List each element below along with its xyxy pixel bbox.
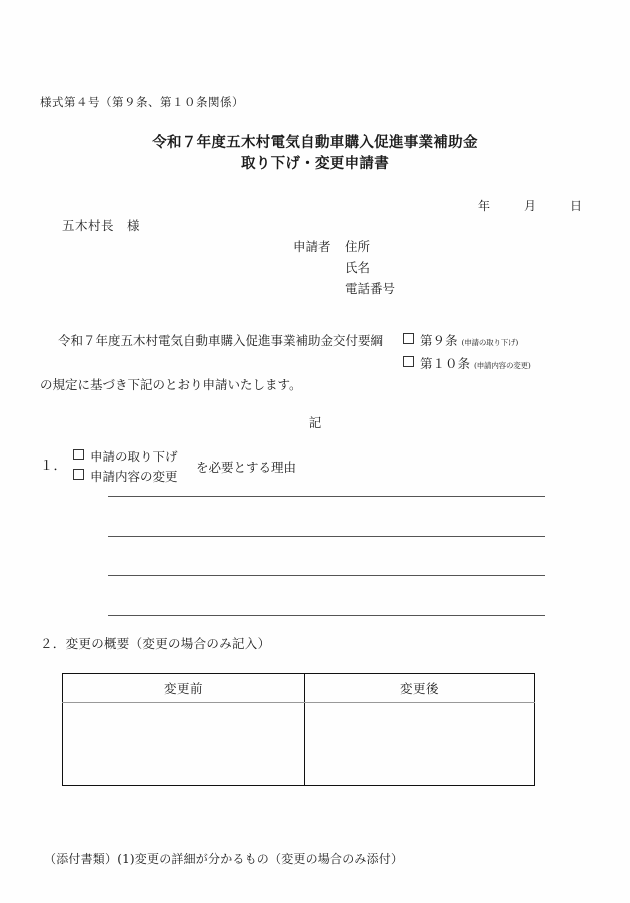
- attachment-note: （添付書類）(1)変更の詳細が分かるもの（変更の場合のみ添付）: [44, 852, 404, 866]
- title-line-1: 令和７年度五木村電気自動車購入促進事業補助金: [152, 135, 478, 151]
- ki-marker: 記: [308, 415, 322, 430]
- applicant-field-address: 住所: [345, 239, 371, 254]
- checkbox-icon[interactable]: [73, 449, 84, 460]
- applicant-row-name: [293, 257, 395, 278]
- table-header-before: 変更前: [63, 674, 305, 703]
- article-label-9: 第９条: [420, 333, 458, 348]
- item-1-option-change[interactable]: [73, 467, 178, 487]
- applicant-field-name: 氏名: [345, 260, 371, 275]
- applicant-field-phone: 電話番号: [345, 281, 396, 296]
- applicant-row-address: [293, 236, 395, 257]
- item-2-heading: ２．変更の概要（変更の場合のみ記入）: [40, 636, 271, 651]
- applicant-block: [293, 236, 395, 299]
- statement-line-2: の規定に基づき下記のとおり申請いたします。: [40, 377, 302, 392]
- writing-rule-line: [108, 615, 545, 616]
- document-title: [0, 133, 630, 175]
- article-option-9[interactable]: [403, 330, 531, 353]
- checkbox-icon[interactable]: [403, 356, 414, 367]
- article-label-10: 第１０条: [420, 356, 471, 371]
- article-option-10[interactable]: [403, 353, 531, 376]
- writing-rule-line: [108, 575, 545, 576]
- date-year-label: 年: [477, 199, 490, 213]
- table-cell-after[interactable]: [305, 703, 535, 786]
- statement-line-1: 令和７年度五木村電気自動車購入促進事業補助金交付要綱: [58, 333, 384, 348]
- item-1-option-withdraw[interactable]: [73, 447, 178, 467]
- change-summary-table: [62, 673, 535, 786]
- addressee: 五木村長 様: [62, 218, 141, 233]
- writing-rule-line: [108, 496, 545, 497]
- title-line-2: 取り下げ・変更申請書: [241, 156, 389, 172]
- date-month-label: 月: [523, 199, 536, 213]
- table-cell-before[interactable]: [63, 703, 305, 786]
- checkbox-icon[interactable]: [403, 333, 414, 344]
- item-1-suffix: を必要とする理由: [196, 460, 297, 475]
- applicant-row-phone: [293, 278, 395, 299]
- table-header-after: 変更後: [305, 674, 535, 703]
- item-1-label-change: 申請内容の変更: [90, 469, 178, 484]
- form-number: 様式第４号（第９条、第１０条関係）: [40, 95, 244, 109]
- applicant-label: 申請者: [293, 239, 331, 254]
- item-1-checkbox-group: [73, 447, 178, 487]
- article-note-10: (申請内容の変更): [474, 361, 531, 370]
- item-1-label-withdraw: 申請の取り下げ: [90, 449, 178, 464]
- article-checkbox-group: [403, 330, 531, 376]
- checkbox-icon[interactable]: [73, 469, 84, 480]
- date-line: [0, 197, 582, 214]
- article-note-9: (申請の取り下げ): [461, 338, 519, 347]
- writing-rule-line: [108, 536, 545, 537]
- item-1-number: １．: [40, 459, 68, 474]
- date-day-label: 日: [569, 199, 582, 213]
- table-header-row: [63, 674, 535, 703]
- table-row: [63, 703, 535, 786]
